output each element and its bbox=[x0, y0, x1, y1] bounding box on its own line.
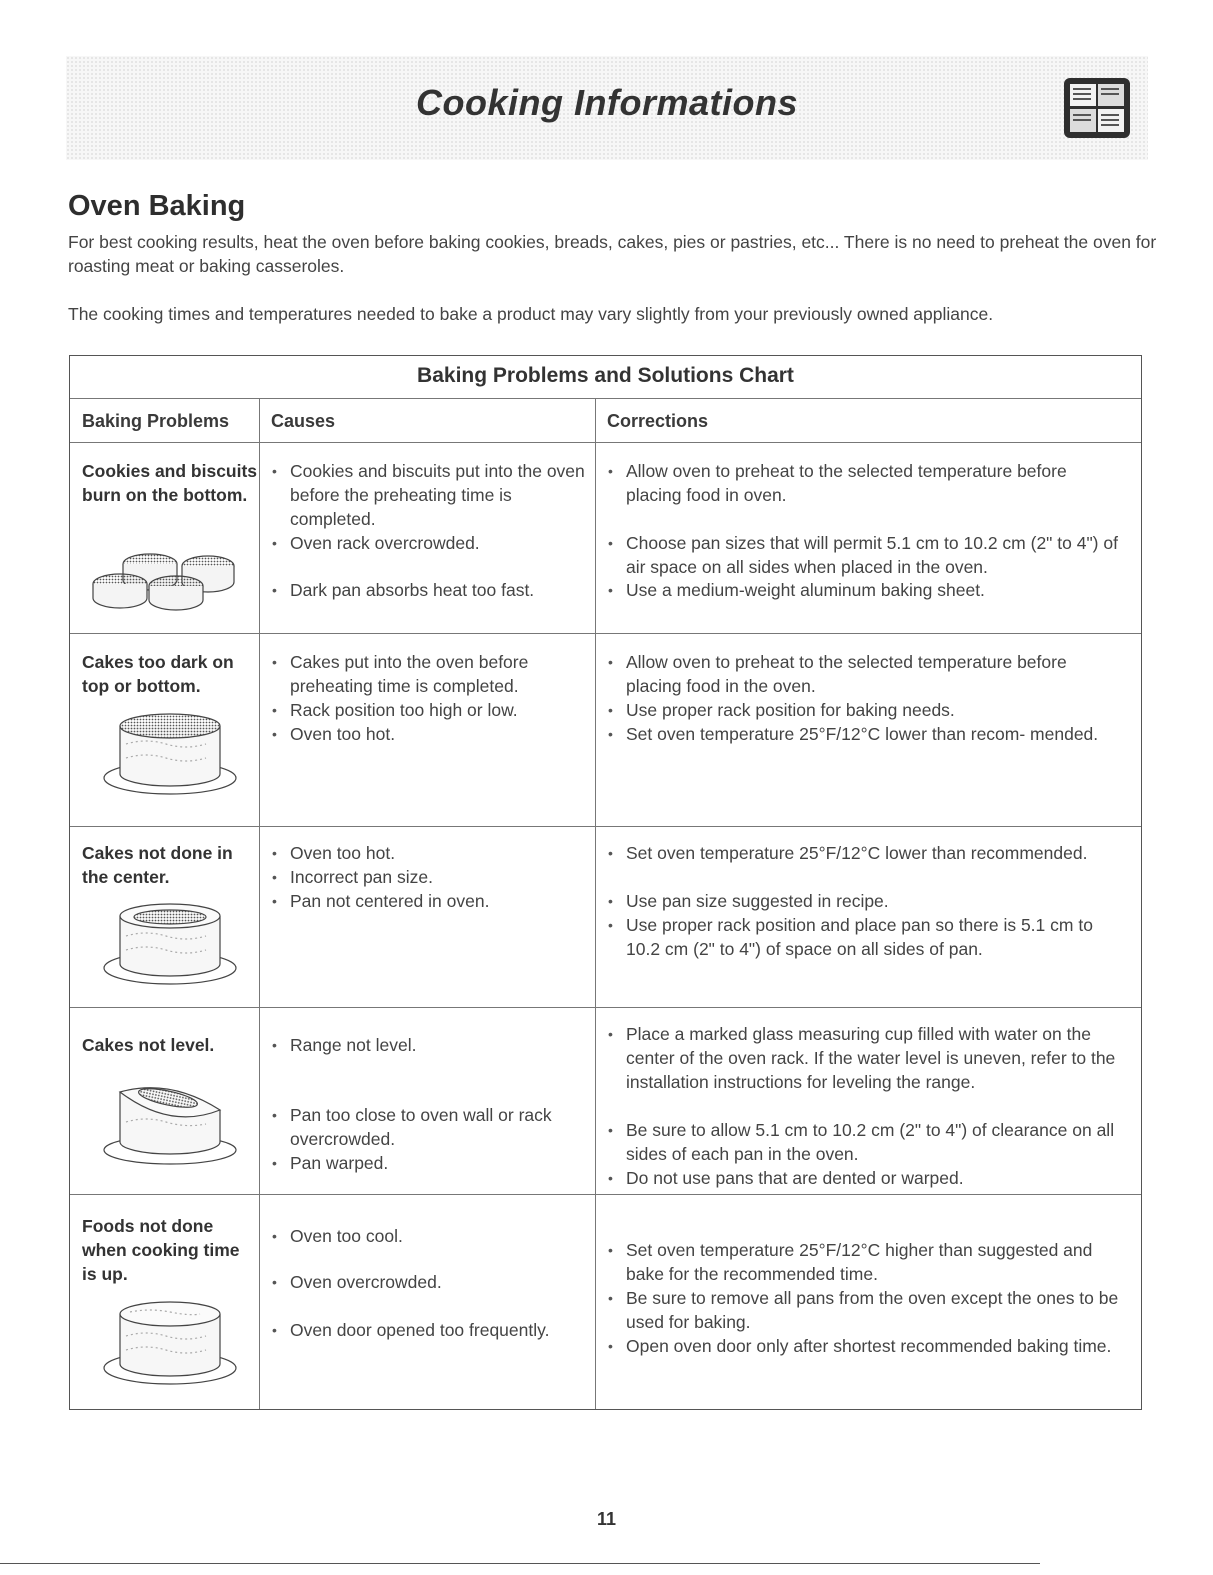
correction-item: • Allow oven to preheat to the selected temperature before placing food in oven. bbox=[596, 459, 1126, 507]
chart-title: Baking Problems and Solutions Chart bbox=[70, 356, 1141, 399]
correction-item: • Choose pan sizes that will permit 5.1 cm to 10.2 cm (2" to 4") of air space on all sides when placed in the oven. bbox=[596, 531, 1126, 579]
cake-illustration bbox=[100, 1296, 240, 1388]
correction-item: • Set oven temperature 25°F/12°C lower than recommended. bbox=[596, 841, 1126, 865]
column-header-corrections: Corrections bbox=[595, 398, 1141, 443]
problem-label: Cookies and biscuits burn on the bottom. bbox=[82, 461, 258, 505]
header-banner bbox=[66, 56, 1148, 160]
cause-item: • Oven rack overcrowded. bbox=[260, 531, 590, 555]
correction-item: • Use proper rack position for baking needs. bbox=[596, 698, 1126, 722]
baking-problems-chart bbox=[69, 355, 1142, 1410]
cause-item: • Cookies and biscuits put into the oven before the preheating time is completed. bbox=[260, 459, 590, 531]
cause-item: • Dark pan absorbs heat too fast. bbox=[260, 578, 590, 602]
row-divider bbox=[70, 1194, 1141, 1195]
problem-label: Cakes too dark on top or bottom. bbox=[82, 652, 234, 696]
document-pages-icon bbox=[1062, 76, 1132, 140]
problem-label: Cakes not level. bbox=[82, 1035, 215, 1055]
correction-item: • Use pan size suggested in recipe. bbox=[596, 889, 1126, 913]
correction-item: • Allow oven to preheat to the selected temperature before placing food in the oven. bbox=[596, 650, 1126, 698]
correction-item: • Be sure to allow 5.1 cm to 10.2 cm (2" to 4") of clearance on all sides of each pan in the oven. bbox=[596, 1118, 1126, 1166]
correction-item: • Set oven temperature 25°F/12°C lower than recom- mended. bbox=[596, 722, 1126, 746]
correction-item: • Place a marked glass measuring cup filled with water on the center of the oven rack. If the water level is uneven, refer to the installation instructions for leveling the range. bbox=[596, 1022, 1126, 1094]
correction-item: • Use a medium-weight aluminum baking sheet. bbox=[596, 578, 1126, 602]
cause-item: • Rack position too high or low. bbox=[260, 698, 590, 722]
cause-item: • Cakes put into the oven before preheating time is completed. bbox=[260, 650, 590, 698]
cause-item: • Incorrect pan size. bbox=[260, 865, 590, 889]
row-divider bbox=[70, 1007, 1141, 1008]
problem-label: Foods not done when cooking time is up. bbox=[82, 1216, 240, 1284]
cause-item: • Oven too cool. bbox=[260, 1224, 590, 1248]
tilted-cake-illustration bbox=[100, 1078, 240, 1168]
column-header-causes: Causes bbox=[259, 398, 595, 443]
column-header-problems: Baking Problems bbox=[70, 398, 259, 443]
cause-item: • Oven too hot. bbox=[260, 722, 590, 746]
cookies-illustration bbox=[90, 536, 260, 616]
cake-illustration bbox=[100, 898, 240, 988]
correction-item: • Use proper rack position and place pan so there is 5.1 cm to 10.2 cm (2" to 4") of space on all sides of pan. bbox=[596, 913, 1126, 961]
correction-item: • Set oven temperature 25°F/12°C higher than suggested and bake for the recommended time. bbox=[596, 1238, 1126, 1286]
row-divider bbox=[70, 826, 1141, 827]
row-divider bbox=[70, 633, 1141, 634]
cause-item: • Range not level. bbox=[260, 1033, 590, 1057]
problem-label: Cakes not done in the center. bbox=[82, 843, 233, 887]
cause-item: • Pan warped. bbox=[260, 1151, 590, 1175]
banner-title: Cooking Informations bbox=[416, 82, 798, 123]
correction-item: • Open oven door only after shortest recommended baking time. bbox=[596, 1334, 1126, 1358]
cause-item: • Pan not centered in oven. bbox=[260, 889, 590, 913]
cause-item: • Oven overcrowded. bbox=[260, 1270, 590, 1294]
cake-illustration bbox=[100, 712, 240, 798]
cause-item: • Pan too close to oven wall or rack overcrowded. bbox=[260, 1103, 590, 1151]
section-title: Oven Baking bbox=[68, 190, 246, 222]
bottom-rule bbox=[0, 1563, 1040, 1564]
page-number: 11 bbox=[596, 1509, 617, 1529]
cause-item: • Oven too hot. bbox=[260, 841, 590, 865]
correction-item: • Do not use pans that are dented or warped. bbox=[596, 1166, 1126, 1190]
intro-paragraph: For best cooking results, heat the oven before baking cookies, breads, cakes, pies or pastries, etc... There is no need to preheat the oven for roasting meat or baking casseroles. bbox=[68, 232, 1157, 276]
cause-item: • Oven door opened too frequently. bbox=[260, 1318, 590, 1342]
correction-item: • Be sure to remove all pans from the oven except the ones to be used for baking. bbox=[596, 1286, 1126, 1334]
note-paragraph: The cooking times and temperatures needed to bake a product may vary slightly from your previously owned appliance. bbox=[68, 304, 994, 324]
